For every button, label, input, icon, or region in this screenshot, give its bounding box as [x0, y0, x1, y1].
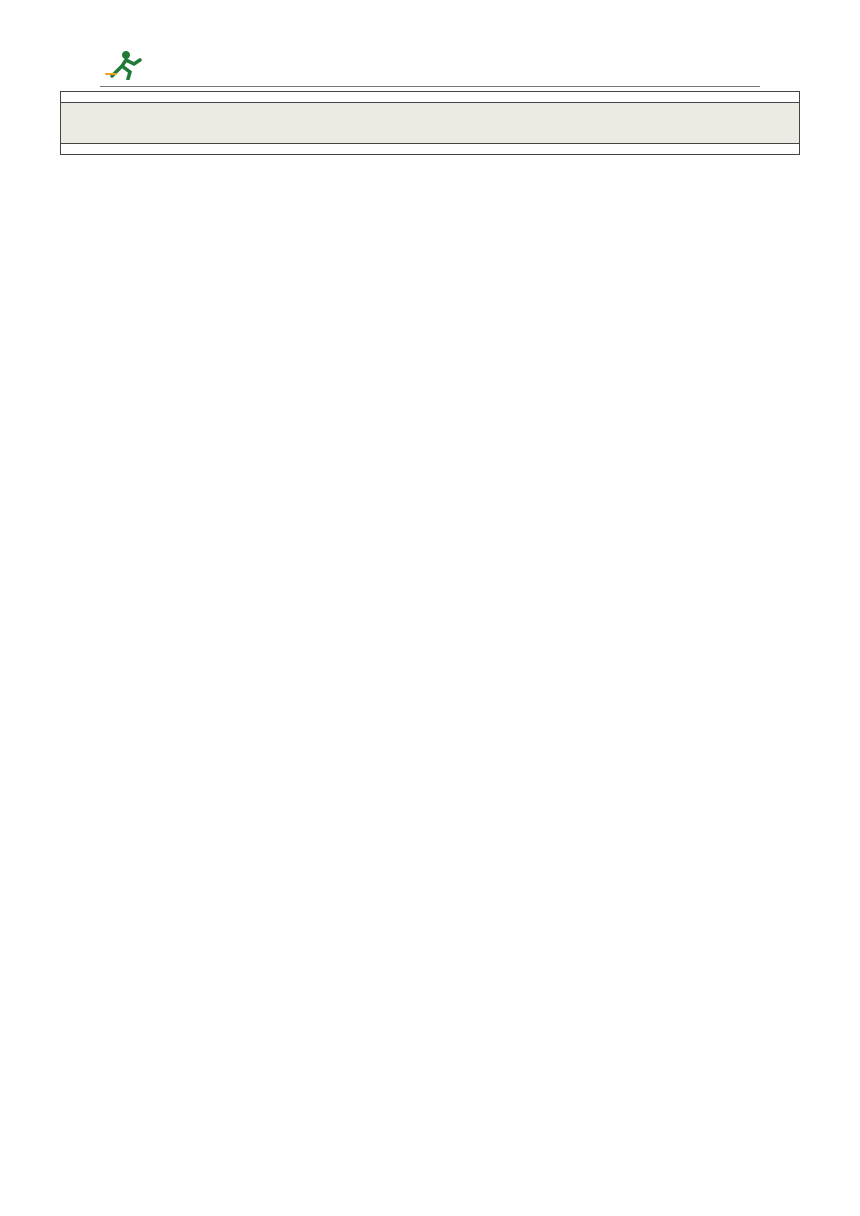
runner-logo-icon — [104, 50, 148, 80]
header-subject — [728, 56, 742, 71]
key-points-cell — [61, 144, 800, 155]
objectives-list — [61, 92, 799, 102]
header-divider — [100, 86, 760, 87]
page-header — [0, 0, 860, 92]
section-title — [61, 103, 800, 144]
key-points-content — [61, 144, 799, 154]
lesson-table — [60, 91, 800, 155]
objectives-cell — [61, 92, 800, 103]
